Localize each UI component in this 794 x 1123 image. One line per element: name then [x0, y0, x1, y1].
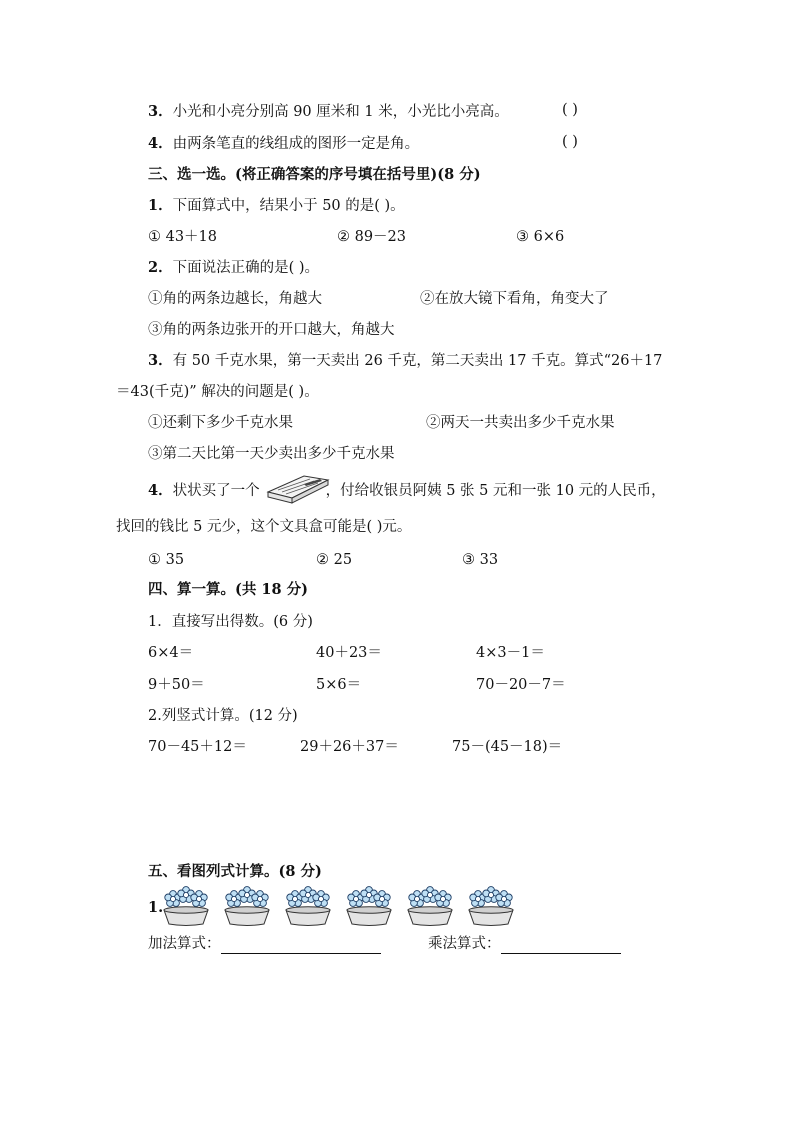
pencil-case-icon — [264, 470, 332, 506]
option-3[interactable]: ③第二天比第一天少卖出多少千克水果 — [148, 446, 395, 462]
question-text: 有 50 千克水果，第一天卖出 26 千克，第二天卖出 17 千克。算式“26＋17 — [172, 353, 663, 369]
s3-question-2 — [148, 258, 319, 278]
addition-answer-blank[interactable] — [221, 937, 381, 954]
flower-pot-icon — [469, 887, 513, 926]
multiplication-label: 乘法算式： — [428, 936, 501, 952]
question-number: 3． — [148, 103, 173, 120]
option-2[interactable]: ②在放大镜下看角，角变大了 — [420, 291, 609, 307]
calc-item[interactable]: 70－20－7＝ — [476, 677, 566, 693]
s3-question-4 — [148, 481, 666, 501]
option-2[interactable]: ②两天一共卖出多少千克水果 — [426, 415, 615, 431]
addition-answer-row — [148, 934, 381, 954]
option-2[interactable]: ② 25 — [316, 552, 353, 568]
multiplication-answer-row — [428, 934, 621, 954]
section4-title: 四、算一算。(共 18 分) — [148, 581, 308, 598]
question-text-continued: 找回的钱比 5 元少，这个文具盒可能是( )元。 — [116, 519, 412, 535]
question-text: 下面算式中，结果小于 50 的是( )。 — [172, 198, 405, 214]
calc-item[interactable]: 40＋23＝ — [316, 645, 382, 661]
question-number: 1. — [148, 899, 164, 916]
option-1[interactable]: ①角的两条边越长，角越大 — [148, 291, 322, 307]
option-1[interactable]: ① 43＋18 — [148, 229, 218, 245]
tf-question-3 — [148, 102, 509, 122]
question-text: 下面说法正确的是( )。 — [172, 260, 320, 276]
part2-label: 2.列竖式计算。(12 分) — [148, 708, 298, 724]
answer-paren[interactable]: ( ) — [562, 102, 578, 118]
option-3[interactable]: ③角的两条边张开的开口越大，角越大 — [148, 322, 395, 338]
question-number: 1． — [148, 197, 173, 214]
question-text-continued: ＝43(千克)” 解决的问题是( )。 — [116, 384, 319, 400]
tf-question-4 — [148, 134, 419, 154]
calc-item[interactable]: 5×6＝ — [316, 677, 362, 693]
question-text: 状状买了一个 — [172, 483, 260, 499]
addition-label: 加法算式： — [148, 936, 221, 952]
section5-title: 五、看图列式计算。(8 分) — [148, 863, 322, 880]
flower-pot-icon — [164, 887, 208, 926]
flower-pot-icon — [408, 887, 452, 926]
s3-question-3 — [148, 351, 662, 371]
option-3[interactable]: ③ 6×6 — [516, 229, 565, 245]
question-number: 4． — [148, 482, 173, 499]
option-1[interactable]: ① 35 — [148, 552, 185, 568]
calc-item[interactable]: 6×4＝ — [148, 645, 194, 661]
flower-pot-icon — [225, 887, 269, 926]
vertical-calc-item[interactable]: 70－45＋12＝ — [148, 739, 247, 755]
calc-item[interactable]: 4×3－1＝ — [476, 645, 545, 661]
vertical-calc-item[interactable]: 29＋26＋37＝ — [300, 739, 399, 755]
multiplication-answer-blank[interactable] — [501, 937, 621, 954]
section3-title: 三、选一选。(将正确答案的序号填在括号里)(8 分) — [148, 166, 481, 183]
s3-question-1 — [148, 196, 405, 216]
answer-paren[interactable]: ( ) — [562, 134, 578, 150]
flower-pot-icon — [286, 887, 330, 926]
question-number: 4． — [148, 135, 173, 152]
question-number: 2． — [148, 259, 173, 276]
option-2[interactable]: ② 89－23 — [337, 229, 407, 245]
calc-item[interactable]: 9＋50＝ — [148, 677, 205, 693]
flower-pot-icon — [347, 887, 391, 926]
question-text: 由两条笔直的线组成的图形一定是角。 — [172, 136, 420, 152]
question-text: 小光和小亮分别高 90 厘米和 1 米，小光比小亮高。 — [172, 104, 509, 120]
option-3[interactable]: ③ 33 — [462, 552, 499, 568]
question-number: 3． — [148, 352, 173, 369]
option-1[interactable]: ①还剩下多少千克水果 — [148, 415, 293, 431]
part1-label: 1．直接写出得数。(6 分) — [148, 614, 313, 630]
question-text: ，付给收银员阿姨 5 张 5 元和一张 10 元的人民币， — [325, 483, 666, 499]
flower-pots-illustration — [160, 884, 530, 928]
vertical-calc-item[interactable]: 75－(45－18)＝ — [452, 739, 563, 755]
